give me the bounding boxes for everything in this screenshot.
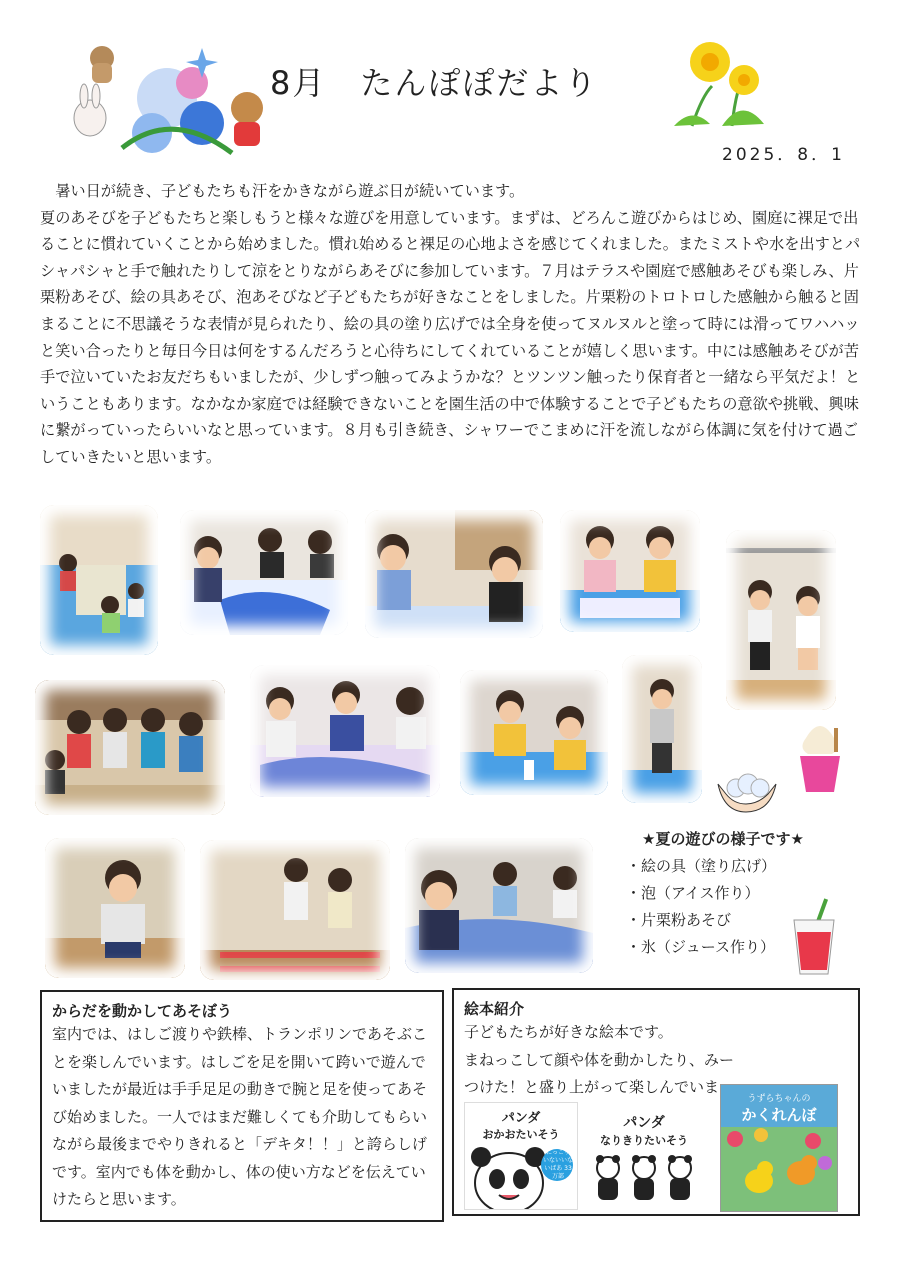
book-intro-line: まねっこして顔や体を動かしたり、みーつけた！と盛り上がって楽しんでいま: [464, 1050, 735, 1096]
issue-date: 2025．8．1: [722, 145, 845, 165]
play-list-item: ・片栗粉あそび: [626, 911, 732, 929]
book-cover-panda-narikiri: [588, 1102, 700, 1208]
photo-water-bottles: [460, 670, 608, 795]
juice-glass-icon: [788, 898, 842, 978]
intro-text: [40, 178, 866, 471]
book-intro-title: 絵本紹介: [464, 1000, 525, 1018]
book-cover-panda-okao: [464, 1102, 578, 1210]
movement-body: 室内では、はしご渡りや鉄棒、トランポリンであそぶことを楽しんでいます。はしごを足を開いて跨いで遊んでいましたが最近は手手足足の動きで腕と足を使ってあそび始めました。一人ではまだ難しくても介助してもらいながら最後までやりきれると「デキタ！！」と誇らしげです。室内でも体を動かし、体の使い方などを伝えていけたらと思います。: [52, 1025, 428, 1208]
photo-bar-hanging: [726, 530, 836, 710]
movement-section: [40, 990, 444, 1222]
play-list-item: ・氷（ジュース作り）: [626, 938, 775, 956]
photo-paint-spreading: [250, 665, 440, 797]
intro-paragraph: 夏のあそびを子どもたちと楽しもうと様々な遊びを用意しています。まずは、どろんこ遊びからはじめ、園庭に裸足で出ることに慣れていくことから始めました。慣れ始めると裸足の心地よさを感じてくれました。またミストや水を出すとパシャパシャと手で触れたりして涼をとりながらあそびに参加しています。７月はテラスや園庭で感触あそびも楽しみ、片栗粉あそび、絵の具あそび、泡あそびなど子どもたちが好きなことをしました。片栗粉のトロトロした感触から触ると固まることに不思議そうな表情が見られたり、絵の具の塗り広げでは全身を使ってヌルヌルと塗って時には滑ってワハハッと笑い合ったりと毎日今日は何をするんだろうと心待ちにしてくれていることが嬉しく思います。中には感触あそびが苦手で泣いていたお友だちもいましたが、少しずつ触ってみようかな？とツンツン触ったり保育者と一緒なら平気だよ！ということもあります。なかなか家庭では経験できないことを園生活の中で体験することで子どもたちの意欲や挑戦、興味に繋がっていったらいいなと思っています。８月も引き続き、シャワーでこまめに汗を流しながら体調に気を付けて過ごしていきたいと思います。: [40, 208, 861, 466]
dandelion-illustration: [672, 36, 768, 132]
photo-mud-play: [40, 505, 158, 655]
book-cover-kakurenbo: [720, 1084, 838, 1212]
movement-title: からだを動かしてあそぼう: [52, 1002, 233, 1020]
photo-blue-paint-1: [180, 510, 348, 635]
play-list: [626, 826, 804, 961]
book-subtitle: おかおたいそう: [482, 1128, 560, 1141]
book-intro-section: [452, 988, 860, 1216]
play-list-heading: ★夏の遊びの様子です★: [642, 830, 804, 848]
book-badge: にっこり いないいないばあ 33万部: [543, 1149, 574, 1180]
photo-standing-child: [622, 655, 702, 803]
photo-blue-floor-paint: [405, 838, 593, 973]
book-title: パンダ: [623, 1115, 665, 1131]
book-top-text: うずらちゃんの: [747, 1094, 811, 1104]
book-title: パンダ: [501, 1111, 541, 1126]
summer-animals-illustration: [62, 38, 272, 168]
three-pandas-illustration: [588, 1154, 700, 1208]
soft-serve-icon: [792, 718, 848, 794]
photo-foam-play: [560, 510, 700, 632]
photo-outdoor-group: [35, 680, 225, 815]
book-subtitle: なりきりたいそう: [600, 1134, 688, 1147]
chicks-flowers-illustration: [721, 1127, 837, 1211]
photo-ladder-crawl: [45, 838, 185, 978]
book-intro-line: 子どもたちが好きな絵本です。: [464, 1023, 673, 1041]
play-list-item: ・泡（アイス作り）: [626, 884, 760, 902]
page-title: 8月 たんぽぽだより: [270, 64, 599, 102]
photo-ladder-walk: [200, 840, 390, 980]
photo-children-paint-2: [365, 510, 543, 638]
play-list-item: ・絵の具（塗り広げ）: [626, 857, 777, 875]
book-title: かくれんぼ: [741, 1106, 817, 1124]
intro-line: 暑い日が続き、子どもたちも汗をかきながら遊ぶ日が続いています。: [55, 182, 525, 200]
foam-hands-icon: [714, 770, 780, 818]
